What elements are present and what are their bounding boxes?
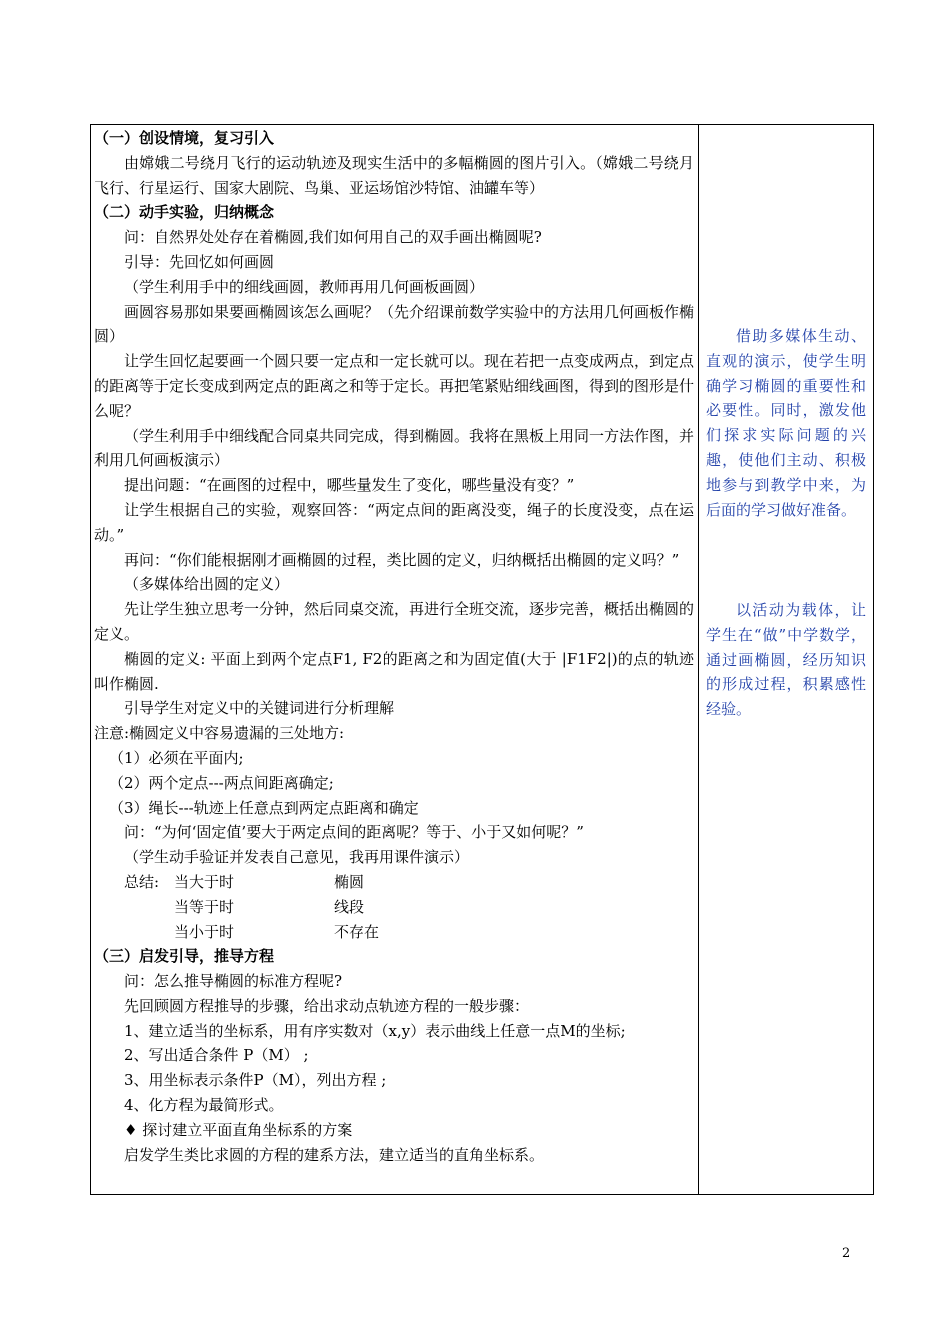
paragraph: 让学生根据自己的实验，观察回答：“两定点间的距离没变，绳子的长度没变，点在运动。” [94, 500, 694, 544]
paragraph: （学生利用手中细线配合同桌共同完成，得到椭圆。我将在黑板上用同一方法作图，并利用几何画板演示） [94, 426, 695, 470]
paragraph: 先回顾圆方程推导的步骤，给出求动点轨迹方程的一般步骤： [124, 996, 530, 1015]
list-item: （2）两个定点---两点间距离确定; [109, 773, 334, 792]
paragraph: 启发学生类比求圆的方程的建系方法，建立适当的直角坐标系。 [124, 1145, 545, 1164]
summary-result: 不存在 [334, 922, 380, 941]
summary-label [124, 920, 174, 945]
summary-condition: 当等于时 [174, 897, 235, 916]
side-note-text: 借助多媒体生动、直观的演示，使学生明确学习椭圆的重要性和必要性。同时，激发他们探求实际问题的兴趣，使他们主动、积极地参与到教学中来，为后面的学习做好准备。 [706, 327, 866, 519]
ellipse-definition: 椭圆的定义: 平面上到两个定点F1, F2的距离之和为固定值(大于 |F1F2|)的点的轨迹叫作椭圆. [94, 649, 694, 693]
section-heading-3: （三）启发引导，推导方程 [94, 947, 275, 966]
side-note-text: 以活动为载体，让学生在“做”中学数学，通过画椭圆，经历知识的形成过程，积累感性经验。 [706, 601, 866, 719]
summary-row [94, 920, 694, 945]
list-item: （1）必须在平面内; [109, 748, 244, 767]
paragraph: （学生动手验证并发表自己意见，我再用课件演示） [124, 848, 470, 867]
paragraph: 问：自然界处处存在着椭圆,我们如何用自己的双手画出椭圆呢? [124, 228, 542, 247]
section-heading-2: （二）动手实验，归纳概念 [94, 203, 275, 222]
teaching-process-column [94, 126, 694, 1167]
summary-row [94, 895, 694, 920]
summary-result: 线段 [334, 897, 365, 916]
bullet-item: ♦ 探讨建立平面直角坐标系的方案 [124, 1120, 353, 1139]
paragraph: 引导学生对定义中的关键词进行分析理解 [124, 699, 395, 718]
paragraph: 提出问题：“在画图的过程中，哪些量发生了变化，哪些量没有变？” [124, 476, 575, 495]
paragraph: （多媒体给出圆的定义） [124, 575, 290, 594]
step-item: 4、化方程为最简形式。 [124, 1096, 284, 1115]
summary-row [94, 870, 694, 895]
paragraph: 由嫦娥二号绕月飞行的运动轨迹及现实生活中的多幅椭圆的图片引入。（嫦娥二号绕月飞行、行星运行、国家大剧院、鸟巢、亚运场馆沙特馆、油罐车等） [94, 153, 694, 197]
column-divider [698, 124, 699, 1195]
paragraph: 再问：“你们能根据刚才画椭圆的过程，类比圆的定义，归纳概括出椭圆的定义吗？” [124, 550, 680, 569]
section-heading-1: （一）创设情境，复习引入 [94, 129, 275, 147]
paragraph: 画圆容易那如果要画椭圆该怎么画呢？（先介绍课前数学实验中的方法用几何画板作椭圆） [94, 302, 695, 346]
step-item: 2、写出适合条件 P（M） ; [124, 1046, 309, 1065]
summary-condition: 当小于时 [174, 922, 235, 941]
paragraph: 先让学生独立思考一分钟，然后同桌交流，再进行全班交流，逐步完善，概括出椭圆的定义。 [94, 600, 695, 643]
note-heading: 注意:椭圆定义中容易遗漏的三处地方: [94, 724, 345, 743]
page-number: 2 [842, 1246, 851, 1261]
summary-label [124, 895, 174, 920]
paragraph: 引导：先回忆如何画圆 [124, 252, 275, 271]
summary-result: 椭圆 [334, 872, 365, 891]
list-item: （3）绳长---轨迹上任意点到两定点距离和确定 [109, 798, 419, 817]
design-intent-note-1 [706, 324, 866, 522]
paragraph: （学生利用手中的细线画圆，教师再用几何画板画圆） [124, 277, 485, 296]
step-item: 1、建立适当的坐标系，用有序实数对（x,y）表示曲线上任意一点M的坐标; [124, 1021, 626, 1040]
summary-condition: 当大于时 [174, 872, 235, 891]
step-item: 3、用坐标表示条件P（M），列出方程 ; [124, 1071, 387, 1090]
paragraph: 问：“为何‘固定值’要大于两定点间的距离呢？等于、小于又如何呢？” [124, 823, 584, 842]
design-intent-note-2 [706, 598, 866, 722]
paragraph: 让学生回忆起要画一个圆只要一定点和一定长就可以。现在若把一点变成两点，到定点的距离等于定长变成到两定点的距离之和等于定长。再把笔紧贴细线画图，得到的图形是什么呢？ [94, 352, 695, 420]
summary-label: 总结: [124, 872, 160, 891]
paragraph: 问：怎么推导椭圆的标准方程呢? [124, 972, 343, 991]
